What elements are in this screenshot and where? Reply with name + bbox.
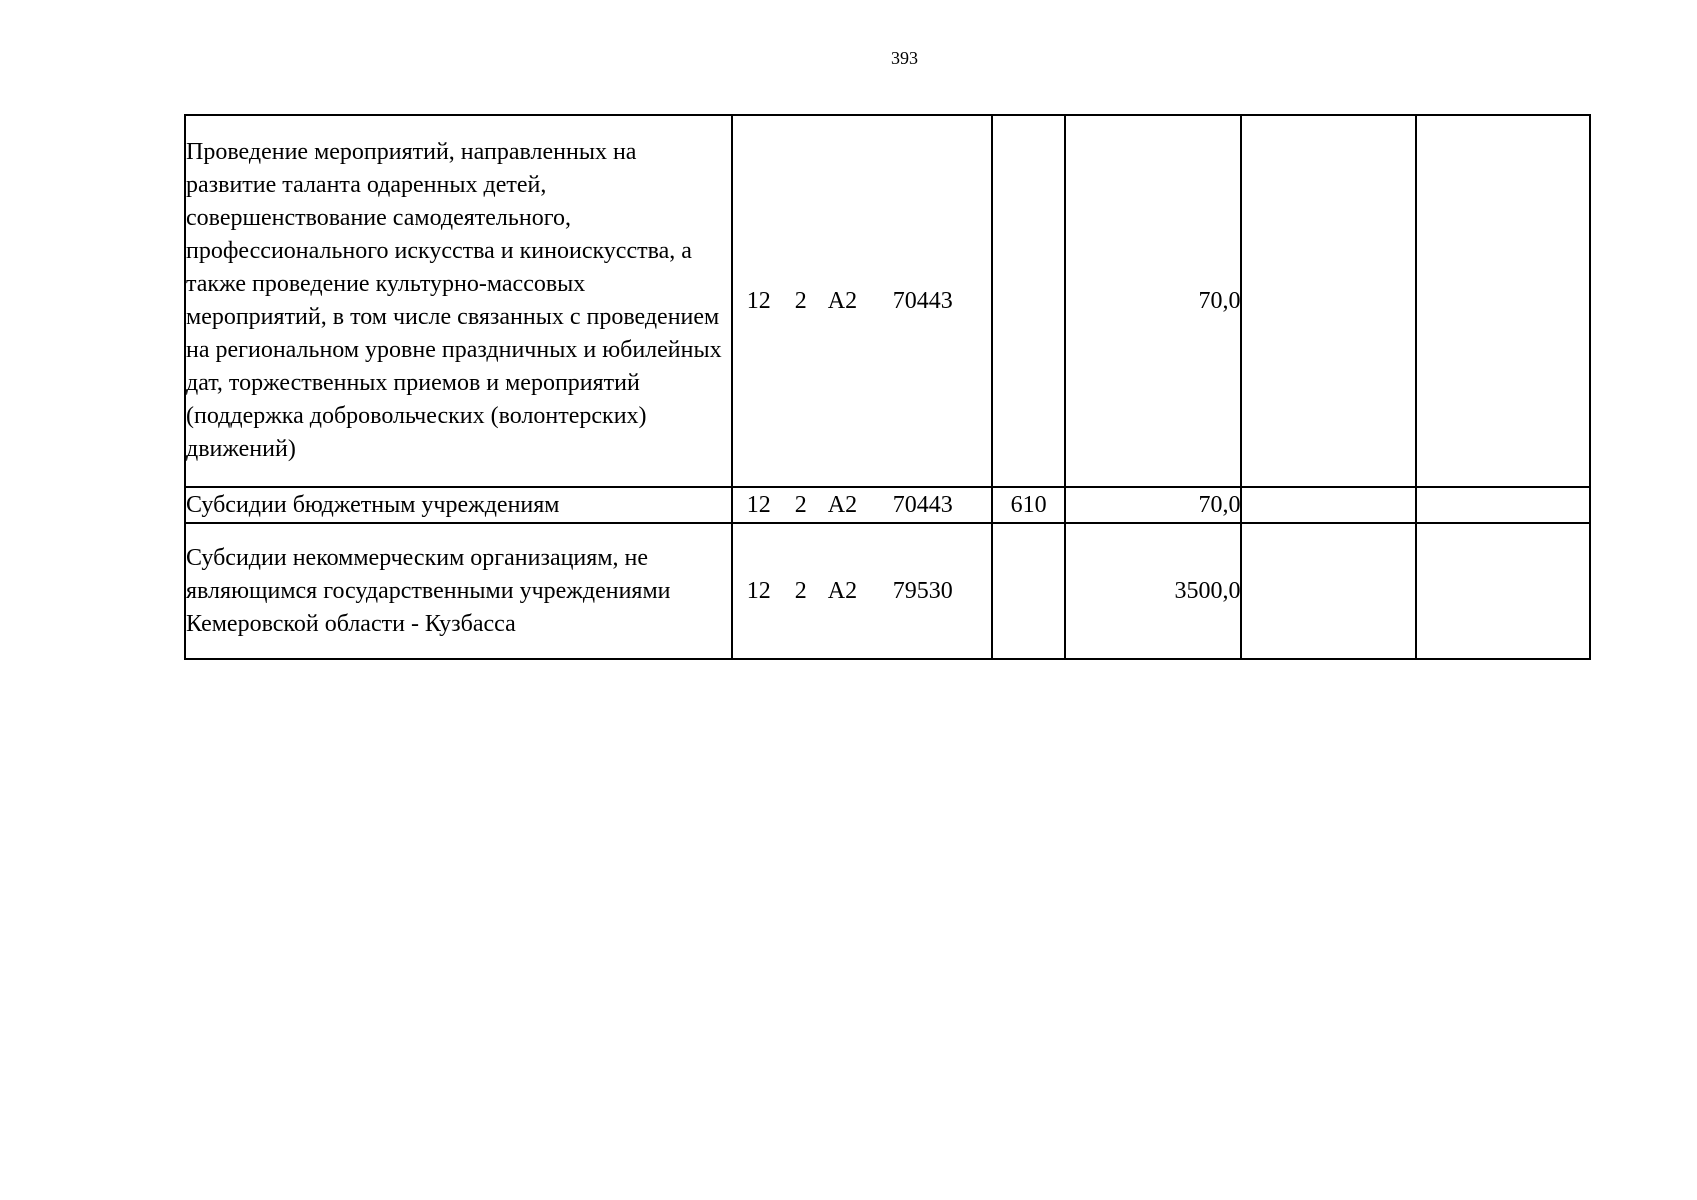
target-article-code: [732, 523, 992, 659]
plan-year-2-cell: [1241, 487, 1415, 523]
code-project: А2: [827, 491, 858, 518]
table-row: [185, 523, 1590, 659]
expense-type-cell: [992, 523, 1065, 659]
target-article-code: [732, 115, 992, 487]
code-direction: 70443: [892, 491, 953, 518]
code-subprogram: 2: [794, 491, 807, 518]
code-program: 12: [746, 287, 771, 314]
amount-cell: 70,0: [1065, 115, 1241, 487]
plan-year-2-cell: [1241, 523, 1415, 659]
plan-year-2-cell: [1241, 115, 1415, 487]
budget-table: [184, 114, 1591, 660]
code-program: 12: [746, 577, 771, 604]
code-direction: 79530: [892, 577, 953, 604]
table-row: [185, 487, 1590, 523]
code-project: А2: [827, 287, 858, 314]
code-program: 12: [746, 491, 771, 518]
page-number: 393: [891, 48, 918, 68]
target-article-code: [732, 487, 992, 523]
plan-year-3-cell: [1416, 115, 1590, 487]
expense-type-cell: 610: [992, 487, 1065, 523]
plan-year-3-cell: [1416, 487, 1590, 523]
amount-cell: 3500,0: [1065, 523, 1241, 659]
row-name: Проведение мероприятий, направленных на развитие таланта одаренных детей, совершенствование самодеятельного, профессионального искусства и киноискусства, а также проведение культурно-массовых мероприятий, в том числе связанных с проведением на региональном уровне праздничных и юбилейных дат, торжественных приемов и мероприятий (поддержка добровольческих (волонтерских) движений): [185, 115, 732, 487]
row-name: Субсидии бюджетным учреждениям: [185, 487, 732, 523]
plan-year-3-cell: [1416, 523, 1590, 659]
code-subprogram: 2: [794, 577, 807, 604]
code-direction: 70443: [892, 287, 953, 314]
code-project: А2: [827, 577, 858, 604]
amount-cell: 70,0: [1065, 487, 1241, 523]
expense-type-cell: [992, 115, 1065, 487]
row-name: Субсидии некоммерческим организациям, не являющимся государственными учреждениями Кемеровской области - Кузбасса: [185, 523, 732, 659]
table-row: [185, 115, 1590, 487]
code-subprogram: 2: [794, 287, 807, 314]
